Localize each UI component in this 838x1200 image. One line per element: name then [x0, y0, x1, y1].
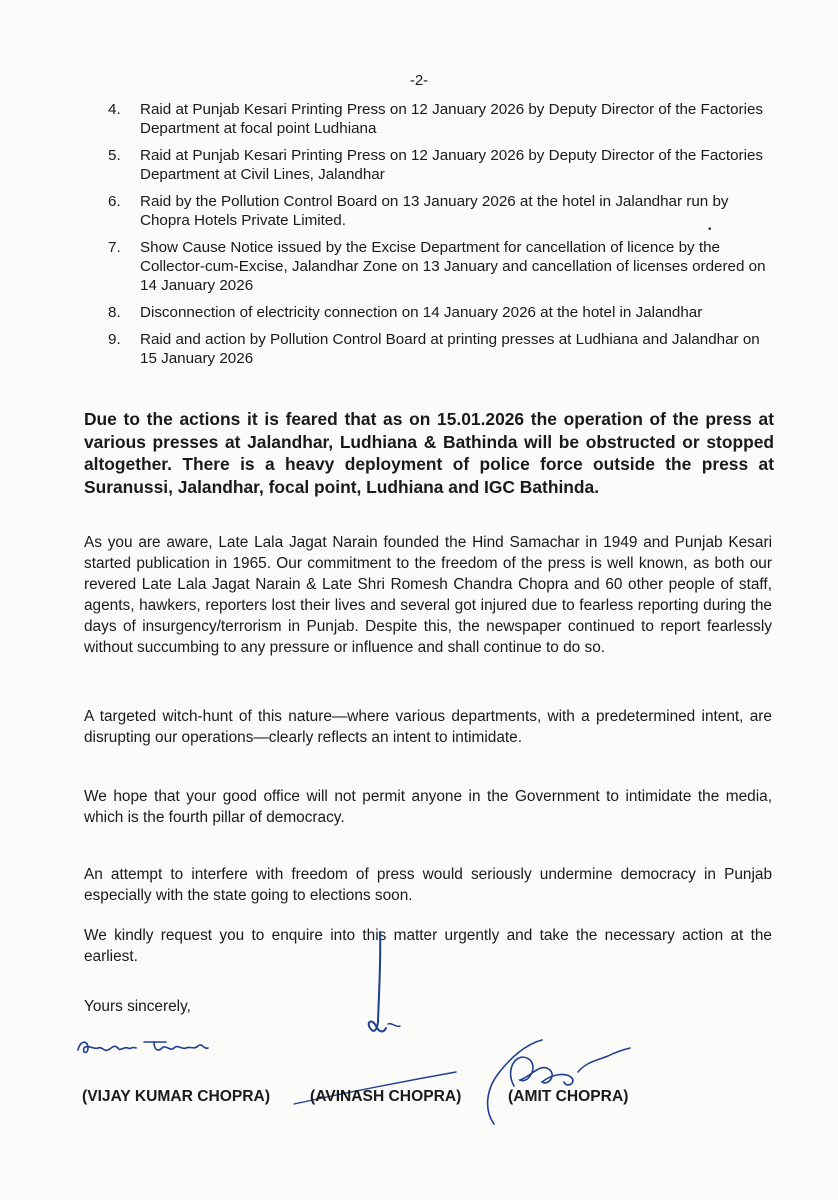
list-item	[108, 100, 778, 138]
paragraph-request: We kindly request you to enquire into this matter urgently and take the necessary action at the earliest.	[84, 927, 772, 965]
list-item-number: 5.	[108, 147, 121, 164]
signature-avinash-chopra	[350, 930, 420, 1060]
list-item-text: Raid by the Pollution Control Board on 13 January 2026 at the hotel in Jalandhar run by Chopra Hotels Private Limited.	[140, 193, 729, 229]
list-item-text: Show Cause Notice issued by the Excise Department for cancellation of licence by the Collector-cum-Excise, Jalandhar Zone on 13 January and cancellation of licenses ordered on 14 January 2026	[140, 239, 766, 294]
list-item	[108, 303, 778, 322]
list-item	[108, 330, 778, 368]
list-item-number: 8.	[108, 304, 121, 321]
list-item-number: 7.	[108, 239, 121, 256]
list-item-text: Disconnection of electricity connection on 14 January 2026 at the hotel in Jalandhar	[140, 304, 703, 321]
signatory-name: (VIJAY KUMAR CHOPRA)	[82, 1088, 271, 1105]
page-number: -2-	[409, 72, 429, 89]
bold-statement: Due to the actions it is feared that as on 15.01.2026 the operation of the press at various presses at Jalandhar, Ludhiana & Bathinda will be obstructed or stopped altogether. There is a heavy deployment of police force outside the press at Suranussi, Jalandhar, focal point, Ludhiana and IGC Bathinda.	[84, 409, 774, 497]
list-item	[108, 146, 778, 184]
list-item-number: 4.	[108, 101, 121, 118]
list-item-text: Raid and action by Pollution Control Board at printing presses at Ludhiana and Jalandhar on 15 January 2026	[140, 331, 760, 367]
signatory-name: (AVINASH CHOPRA)	[310, 1088, 462, 1105]
list-item-number: 6.	[108, 193, 121, 210]
signature-vijay-kumar-chopra	[74, 1028, 224, 1068]
list-item	[108, 192, 778, 230]
stray-ink-mark: •	[708, 224, 712, 235]
paragraph-democracy: An attempt to interfere with freedom of press would seriously undermine democracy in Punjab especially with the state going to elections soon.	[84, 866, 772, 904]
list-item-text: Raid at Punjab Kesari Printing Press on 12 January 2026 by Deputy Director of the Factories Department at Civil Lines, Jalandhar	[140, 147, 764, 183]
closing-salutation: Yours sincerely,	[84, 998, 191, 1015]
signature-amit-chopra	[480, 1032, 640, 1132]
list-item-text: Raid at Punjab Kesari Printing Press on 12 January 2026 by Deputy Director of the Factories Department at focal point Ludhiana	[140, 101, 764, 137]
signatory-name: (AMIT CHOPRA)	[508, 1088, 629, 1105]
list-item-number: 9.	[108, 331, 121, 348]
paragraph-history: As you are aware, Late Lala Jagat Narain founded the Hind Samachar in 1949 and Punjab Kesari started publication in 1965. Our commitment to the freedom of the press is well known, as both our revered Late Lala Jagat Narain & Late Shri Romesh Chandra Chopra and 60 other people of staff, agents, hawkers, reporters lost their lives and several got injured due to fearless reporting during the days of insurgency/terrorism in Punjab. Despite this, the newspaper continued to report fearlessly without succumbing to any pressure or influence and shall continue to do so.	[84, 534, 772, 656]
actions-list	[108, 100, 778, 376]
list-item	[108, 238, 778, 295]
paragraph-hope: We hope that your good office will not permit anyone in the Government to intimidate the media, which is the fourth pillar of democracy.	[84, 788, 772, 826]
paragraph-witch-hunt: A targeted witch-hunt of this nature—where various departments, with a predetermined intent, are disrupting our operations—clearly reflects an intent to intimidate.	[84, 708, 772, 746]
